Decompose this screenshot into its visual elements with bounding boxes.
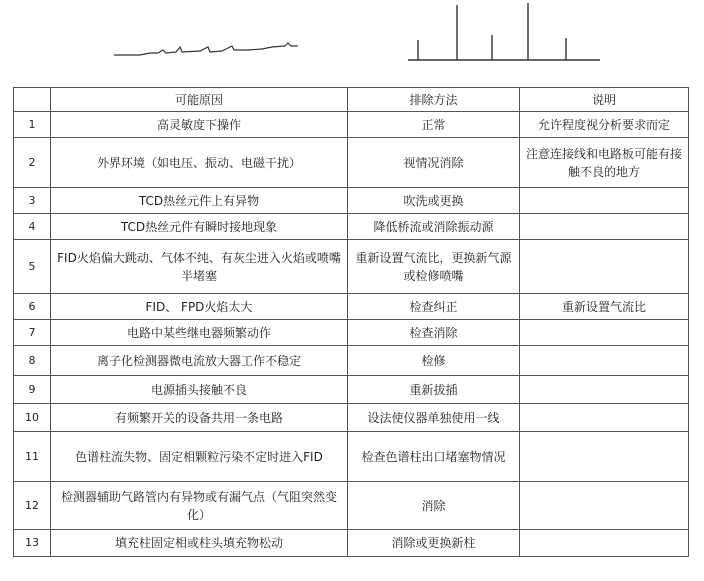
note-cell [520,320,689,346]
cause-cell: 检测器辅助气路管内有异物或有漏气点（气阻突然变化） [51,482,348,530]
table-row [14,376,689,404]
cause-cell: 离子化检测器微电流放大器工作不稳定 [51,346,348,376]
table-row [14,432,689,482]
cause-cell: 填充柱固定相或柱头填充物松动 [51,530,348,557]
table-row [14,138,689,188]
header-possible-cause: 可能原因 [51,88,348,112]
table-row [14,404,689,432]
fault-table [13,87,689,557]
cause-cell: TCD热丝元件有瞬时接地现象 [51,214,348,240]
note-cell [520,432,689,482]
fix-cell: 降低桥流或消除振动源 [348,214,520,240]
fix-cell: 吹洗或更换 [348,188,520,214]
row-number: 7 [14,320,51,346]
note-cell [520,240,689,294]
table-row [14,214,689,240]
cause-cell: 高灵敏度下操作 [51,112,348,138]
row-number: 9 [14,376,51,404]
fix-cell: 检查纠正 [348,294,520,320]
note-cell [520,188,689,214]
cause-cell: TCD热丝元件上有异物 [51,188,348,214]
cause-cell: 外界环境（如电压、振动、电磁干扰） [51,138,348,188]
fix-cell: 检查消除 [348,320,520,346]
cause-cell: 电路中某些继电器频繁动作 [51,320,348,346]
row-number: 2 [14,138,51,188]
table-row [14,346,689,376]
fix-cell: 设法使仪器单独使用一线 [348,404,520,432]
fix-cell: 消除或更换新柱 [348,530,520,557]
note-cell [520,346,689,376]
header-number [14,88,51,112]
row-number: 11 [14,432,51,482]
fix-cell: 检查色谱柱出口堵塞物情况 [348,432,520,482]
row-number: 8 [14,346,51,376]
header-note: 说明 [520,88,689,112]
note-cell: 注意连接线和电路板可能有接触不良的地方 [520,138,689,188]
fix-cell: 重新设置气流比，更换新气源或检修喷嘴 [348,240,520,294]
noise-trace-left [114,43,298,55]
row-number: 12 [14,482,51,530]
cause-cell: 有频繁开关的设备共用一条电路 [51,404,348,432]
spike-trace-right [408,3,600,60]
row-number: 1 [14,112,51,138]
fix-cell: 视情况消除 [348,138,520,188]
fix-cell: 检修 [348,346,520,376]
table-header-row [14,88,689,112]
row-number: 5 [14,240,51,294]
row-number: 13 [14,530,51,557]
table-row [14,188,689,214]
fix-cell: 重新拔插 [348,376,520,404]
table-row [14,482,689,530]
table-row [14,294,689,320]
fix-cell: 消除 [348,482,520,530]
row-number: 4 [14,214,51,240]
table-row [14,112,689,138]
table-row [14,530,689,557]
note-cell [520,530,689,557]
cause-cell: 色谱柱流失物、固定相颗粒污染不定时进入FID [51,432,348,482]
table-row [14,240,689,294]
table-row [14,320,689,346]
note-cell [520,404,689,432]
note-cell [520,482,689,530]
row-number: 3 [14,188,51,214]
note-cell: 重新设置气流比 [520,294,689,320]
note-cell [520,376,689,404]
baseline-noise-illustration [0,0,704,78]
note-cell [520,214,689,240]
cause-cell: FID、 FPD火焰太大 [51,294,348,320]
cause-cell: FID火焰偏大跳动、气体不纯、有灰尘进入火焰或喷嘴半堵塞 [51,240,348,294]
header-remedy: 排除方法 [348,88,520,112]
row-number: 10 [14,404,51,432]
note-cell: 允许程度视分析要求而定 [520,112,689,138]
cause-cell: 电源插头接触不良 [51,376,348,404]
fix-cell: 正常 [348,112,520,138]
row-number: 6 [14,294,51,320]
